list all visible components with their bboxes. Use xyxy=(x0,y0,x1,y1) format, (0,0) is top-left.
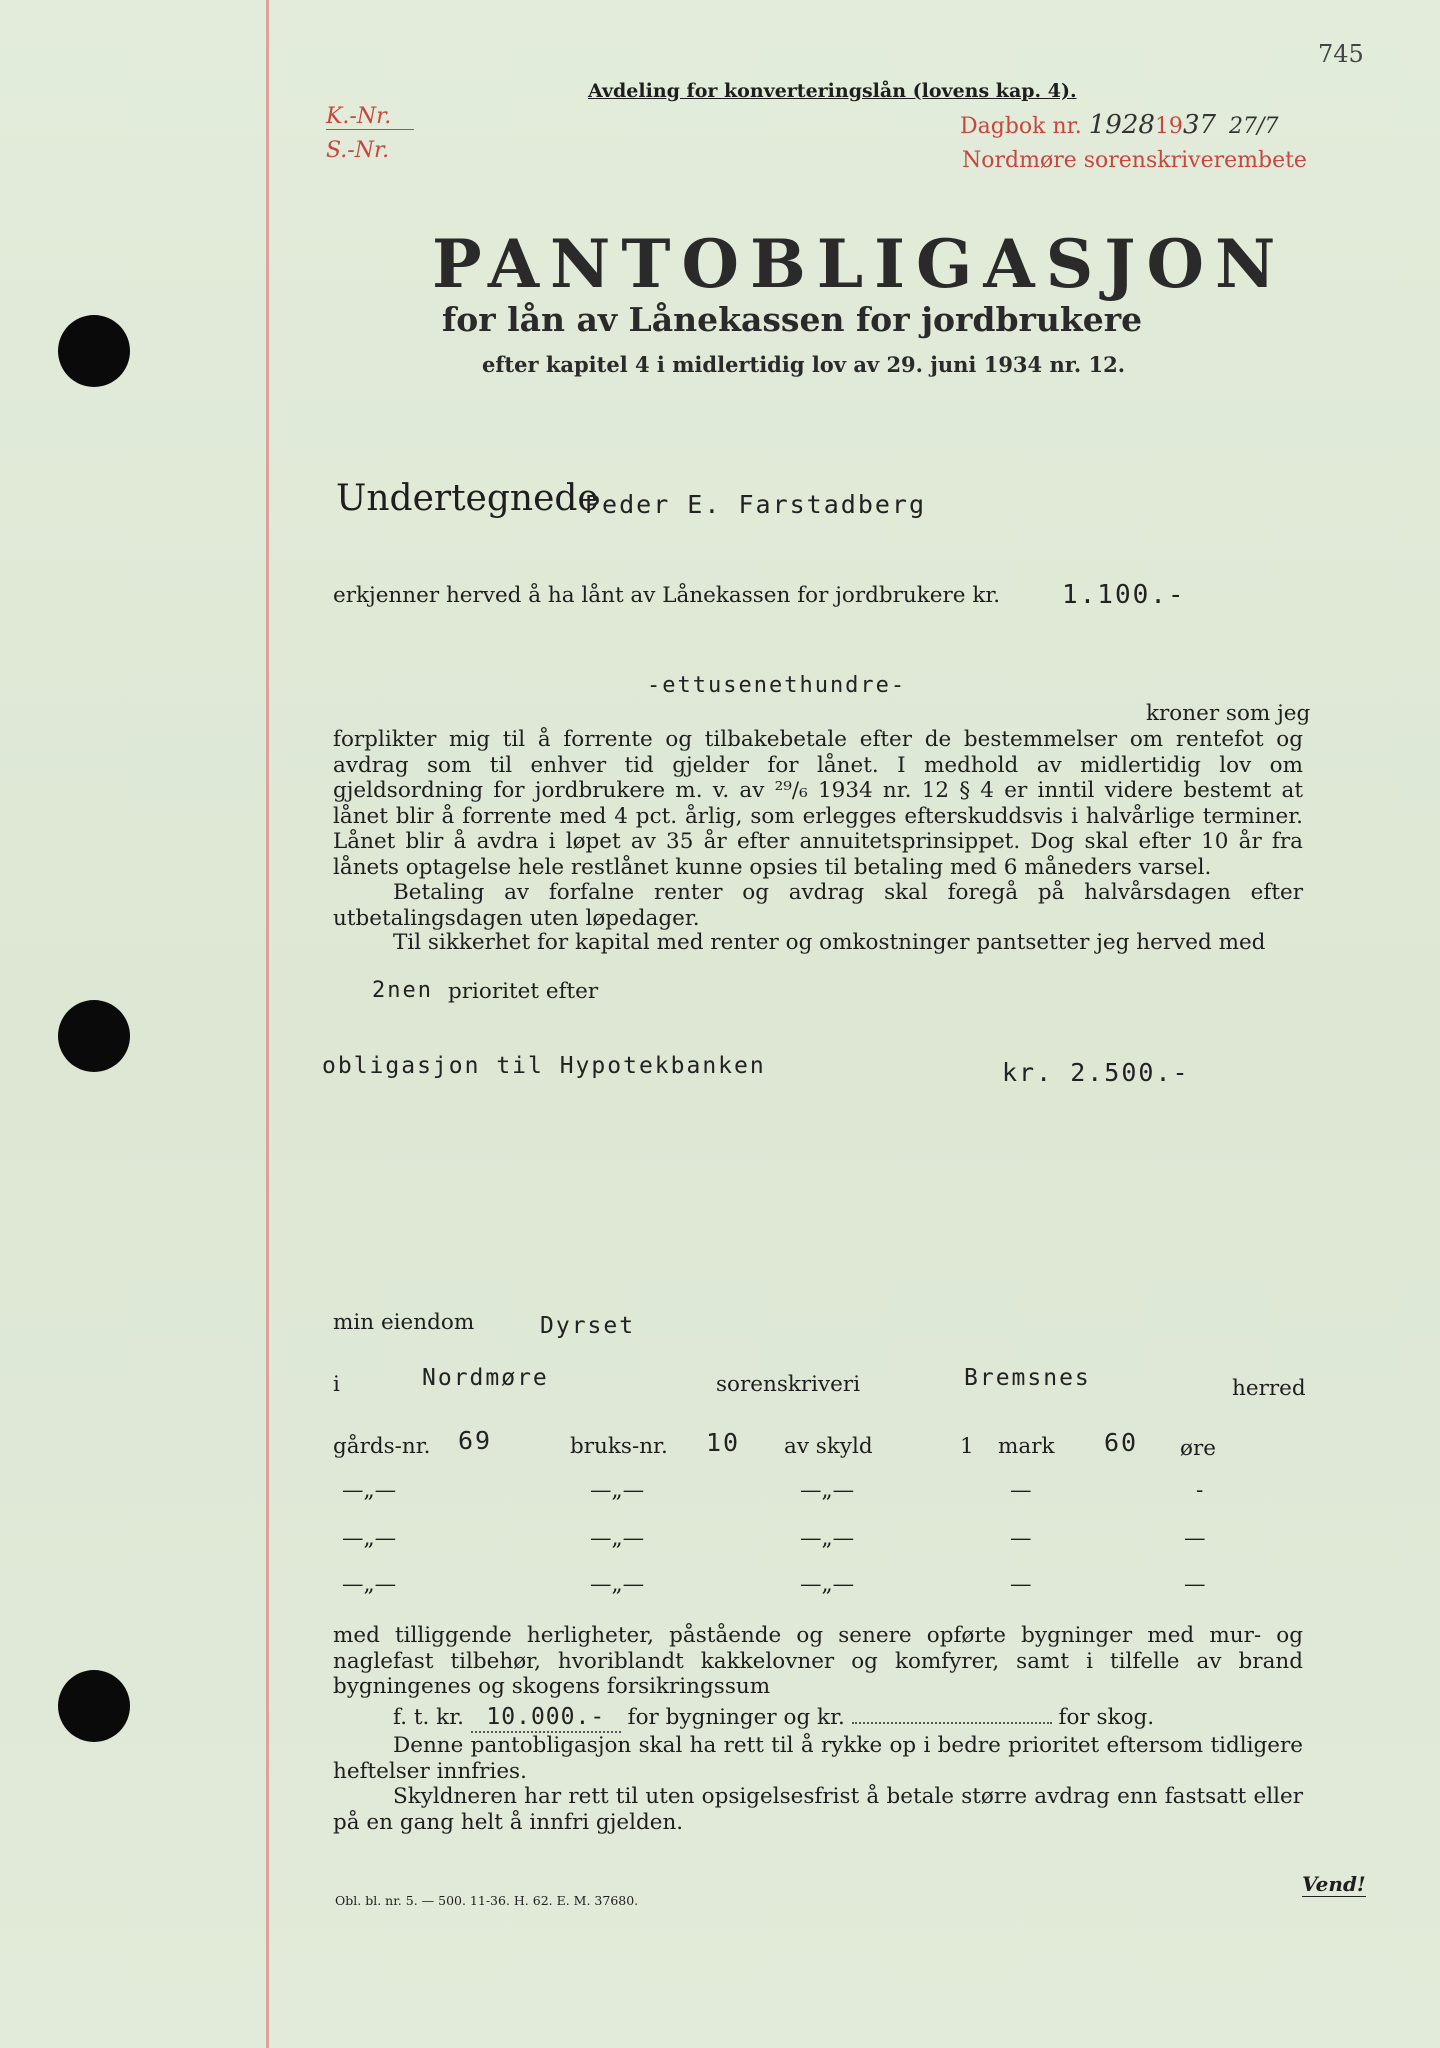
ditto-mark: —„— xyxy=(800,1572,855,1597)
payment-paragraph: Betaling av forfalne renter og avdrag skal foregå på halvårsdagen efter utbetalingsdagen uten løpedager. xyxy=(333,880,1303,931)
repayment-paragraph: Skyldneren har rett til uten opsigelsesfrist å betale større avdrag enn fastsatt eller på en gang helt å innfri gjelden. xyxy=(333,1784,1303,1835)
herred-label: herred xyxy=(1232,1376,1306,1401)
eiendom-label: min eiendom xyxy=(333,1310,475,1335)
s-nr-label: S.-Nr. xyxy=(326,138,390,163)
appurtenances-paragraph: med tilliggende herligheter, påstående og senere opførte bygninger med mur- og naglefast tilbehør, hvoriblandt kakkelovner og komfyrer, samt i tilfelle av brand bygningenes og skogens forsikringssum xyxy=(333,1623,1303,1699)
ditto-dash: — xyxy=(1184,1526,1206,1551)
k-nr-label: K.-Nr. xyxy=(326,104,414,130)
ditto-dash: — xyxy=(1010,1572,1032,1597)
priority-obligation: obligasjon til Hypotekbanken xyxy=(322,1053,766,1079)
page-number: 745 xyxy=(1318,40,1364,68)
margin-line xyxy=(266,0,269,2048)
priority-advance-paragraph: Denne pantobligasjon skal ha rett til å rykke op i bedre prioritet eftersom tidligere heftelser innfries. xyxy=(333,1733,1303,1784)
gards-label: gårds-nr. xyxy=(333,1434,431,1459)
ditto-dash: — xyxy=(1010,1478,1032,1503)
sorenskriveri-label: sorenskriveri xyxy=(716,1372,861,1397)
ditto-mark: —„— xyxy=(342,1478,397,1503)
division-heading: Avdeling for konverteringslån (lovens kap. 4). xyxy=(588,80,1077,102)
gards-value: 69 xyxy=(458,1426,493,1455)
ore-label: øre xyxy=(1180,1436,1216,1461)
punch-hole xyxy=(58,315,130,387)
undersigned-label xyxy=(336,478,599,519)
dagbok-year-suffix: 37 xyxy=(1182,110,1217,140)
ditto-mark: —„— xyxy=(590,1478,645,1503)
ditto-mark: —„— xyxy=(342,1572,397,1597)
ft-amount: 10.000.- xyxy=(486,1704,606,1730)
mark-label: mark xyxy=(998,1434,1055,1459)
herred-value: Bremsnes xyxy=(964,1365,1091,1391)
ditto-mark: —„— xyxy=(590,1526,645,1551)
form-reference: Obl. bl. nr. 5. — 500. 11-36. H. 62. E. M. 37680. xyxy=(335,1893,639,1908)
office-stamp: Nordmøre sorenskriverembete xyxy=(962,148,1307,173)
law-reference: efter kapitel 4 i midlertidig lov av 29. juni 1934 nr. 12. xyxy=(482,352,1126,377)
sorenskriveri-value: Nordmøre xyxy=(422,1365,549,1391)
loan-amount: 1.100.- xyxy=(1062,580,1186,610)
ditto-mark: —„— xyxy=(800,1526,855,1551)
bruks-value: 10 xyxy=(706,1428,741,1457)
document-subtitle: for lån av Lånekassen for jordbrukere xyxy=(442,300,1143,339)
kroner-text: kroner som jeg xyxy=(1146,701,1311,726)
dagbok-number: 1928 xyxy=(1088,110,1155,140)
ft-label: f. t. kr. xyxy=(393,1705,464,1730)
ft-buildings-label: for bygninger og kr. xyxy=(627,1705,845,1730)
ditto-dash: — xyxy=(1010,1526,1032,1551)
borrower-name: Peder E. Farstadberg xyxy=(585,490,927,519)
i-label: i xyxy=(333,1372,340,1397)
priority-label: prioritet efter xyxy=(448,979,599,1004)
bruks-label: bruks-nr. xyxy=(570,1434,668,1459)
dagbok-date: 27/7 xyxy=(1229,114,1279,139)
ft-amount-field xyxy=(471,1704,621,1733)
dagbok-stamp xyxy=(960,110,1278,140)
loan-acknowledgement: erkjenner herved å ha lånt av Lånekassen for jordbrukere kr. xyxy=(333,583,1001,608)
loan-amount-words: -ettusenethundre- xyxy=(647,673,907,698)
ore-value: 60 xyxy=(1104,1428,1139,1457)
priority-typed: 2nen xyxy=(372,978,433,1003)
dagbok-label: Dagbok nr. xyxy=(960,114,1082,139)
punch-hole xyxy=(58,1000,130,1072)
priority-amount: kr. 2.500.- xyxy=(1002,1058,1190,1087)
skyld-label: av skyld xyxy=(784,1434,873,1459)
terms-paragraph: forplikter mig til å forrente og tilbakebetale efter de bestemmelser om rentefot og avdrag som til enhver tid gjelder for lånet. I medhold av midlertidig lov om gjeldsordning for jordbrukere m. v. av ²⁹/₆ 1934 nr. 12 § 4 er inntil videre bestemt at lånet blir å forrente med 4 pct. årlig, som erlegges efterskuddsvis i halvårlige terminer. Lånet blir å avdra i løpet av 35 år efter annuitetsprinsippet. Dog skal efter 10 år fra lånets optagelse hele restlånet kunne opsies til betaling med 6 måneders varsel. xyxy=(333,727,1303,880)
turn-page-note: Vend! xyxy=(1302,1872,1366,1896)
ft-forest-label: for skog. xyxy=(1058,1705,1155,1730)
ditto-mark: —„— xyxy=(800,1478,855,1503)
undersigned-text: Undertegnede xyxy=(336,478,599,519)
punch-hole xyxy=(58,1670,130,1742)
ditto-dash: — xyxy=(1184,1572,1206,1597)
security-paragraph: Til sikkerhet for kapital med renter og omkostninger pantsetter jeg herved med xyxy=(393,930,1266,955)
insurance-line xyxy=(393,1704,1154,1733)
dagbok-year-prefix: 19 xyxy=(1154,114,1183,139)
forest-amount-field xyxy=(852,1722,1052,1724)
ditto-mark: —„— xyxy=(342,1526,397,1551)
eiendom-value: Dyrset xyxy=(540,1313,636,1339)
document-title: PANTOBLIGASJON xyxy=(432,225,1287,303)
ditto-dash: - xyxy=(1196,1478,1204,1503)
ditto-mark: —„— xyxy=(590,1572,645,1597)
mark-value: 1 xyxy=(960,1434,974,1459)
